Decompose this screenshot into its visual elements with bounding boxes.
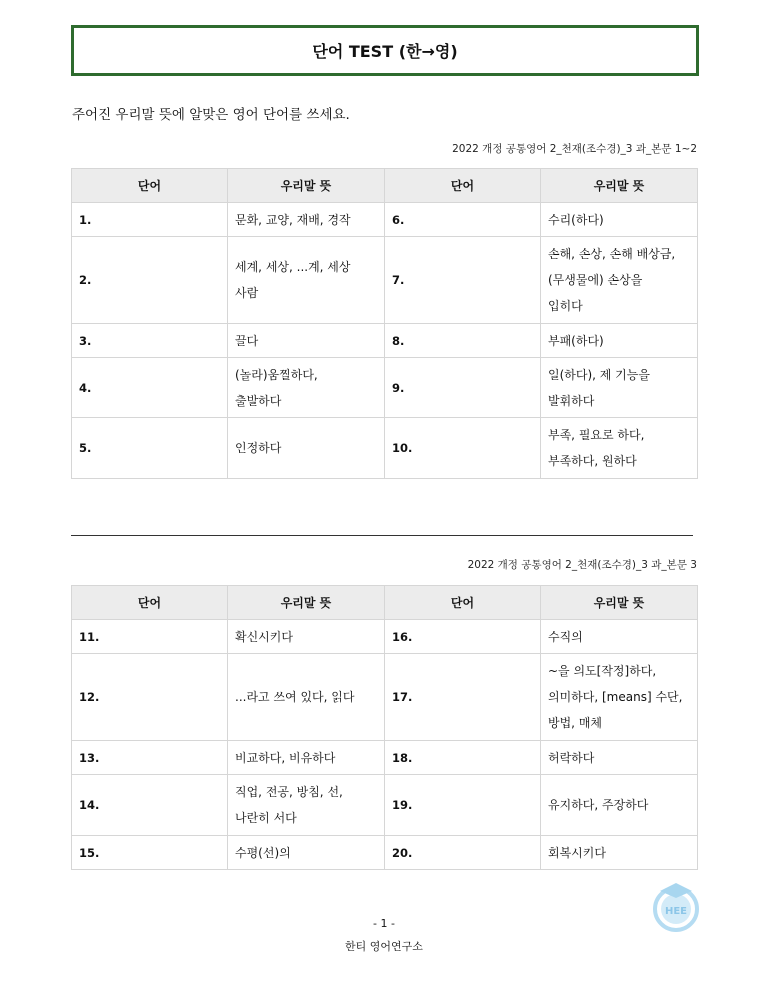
item-meaning: 회복시키다: [541, 836, 698, 870]
header-word: 단어: [385, 586, 541, 620]
table-row: [72, 418, 698, 479]
vocab-table-1: [71, 168, 698, 479]
item-number: 6.: [385, 203, 541, 237]
item-meaning: 인정하다: [228, 418, 385, 479]
item-number: 17.: [385, 654, 541, 741]
header-word: 단어: [72, 586, 228, 620]
header-meaning: 우리말 뜻: [228, 169, 385, 203]
table-row: [72, 324, 698, 358]
item-meaning: 직업, 전공, 방침, 선, 나란히 서다: [228, 775, 385, 836]
header-word: 단어: [72, 169, 228, 203]
header-meaning: 우리말 뜻: [541, 586, 698, 620]
header-meaning: 우리말 뜻: [228, 586, 385, 620]
section-divider: [71, 535, 693, 536]
vocab-table-2: [71, 585, 698, 870]
title-box: [71, 25, 699, 76]
table-row: [72, 203, 698, 237]
item-number: 13.: [72, 741, 228, 775]
item-number: 9.: [385, 358, 541, 418]
item-number: 20.: [385, 836, 541, 870]
item-meaning: 유지하다, 주장하다: [541, 775, 698, 836]
item-meaning: ...라고 쓰여 있다, 읽다: [228, 654, 385, 741]
table-row: [72, 836, 698, 870]
item-number: 10.: [385, 418, 541, 479]
item-number: 1.: [72, 203, 228, 237]
instruction-text: 주어진 우리말 뜻에 알맞은 영어 단어를 쓰세요.: [72, 107, 350, 123]
item-number: 11.: [72, 620, 228, 654]
table-row: [72, 654, 698, 741]
header-meaning: 우리말 뜻: [541, 169, 698, 203]
item-number: 7.: [385, 237, 541, 324]
item-meaning: 문화, 교양, 재배, 경작: [228, 203, 385, 237]
item-number: 16.: [385, 620, 541, 654]
item-number: 5.: [72, 418, 228, 479]
item-meaning: 손해, 손상, 손해 배상금, (무생물에) 손상을 입히다: [541, 237, 698, 324]
item-meaning: 확신시키다: [228, 620, 385, 654]
table-header-row: [72, 169, 698, 203]
item-meaning: 수직의: [541, 620, 698, 654]
item-meaning: 비교하다, 비유하다: [228, 741, 385, 775]
logo-text: HEE: [664, 906, 688, 917]
graduation-cap-icon: [660, 883, 692, 898]
item-meaning: 세계, 세상, ...계, 세상 사람: [228, 237, 385, 324]
item-number: 18.: [385, 741, 541, 775]
item-number: 2.: [72, 237, 228, 324]
table-row: [72, 620, 698, 654]
item-number: 12.: [72, 654, 228, 741]
item-number: 15.: [72, 836, 228, 870]
item-meaning: ~을 의도[작정]하다, 의미하다, [means] 수단, 방법, 매체: [541, 654, 698, 741]
table-row: [72, 775, 698, 836]
page-title: 단어 TEST (한→영): [312, 42, 458, 61]
page-number: - 1 -: [373, 917, 395, 930]
item-meaning: 부패(하다): [541, 324, 698, 358]
table-header-row: [72, 586, 698, 620]
item-number: 19.: [385, 775, 541, 836]
item-number: 8.: [385, 324, 541, 358]
source-label-1: 2022 개정 공통영어 2_천재(조수경)_3 과_본문 1~2: [452, 143, 697, 155]
source-label-2: 2022 개정 공통영어 2_천재(조수경)_3 과_본문 3: [467, 559, 697, 571]
item-number: 3.: [72, 324, 228, 358]
table-row: [72, 741, 698, 775]
item-meaning: 일(하다), 제 기능을 발휘하다: [541, 358, 698, 418]
item-meaning: 허락하다: [541, 741, 698, 775]
item-meaning: 수리(하다): [541, 203, 698, 237]
item-number: 14.: [72, 775, 228, 836]
table-row: [72, 237, 698, 324]
item-meaning: (놀라)움찔하다, 출발하다: [228, 358, 385, 418]
header-word: 단어: [385, 169, 541, 203]
table-row: [72, 358, 698, 418]
item-number: 4.: [72, 358, 228, 418]
item-meaning: 부족, 필요로 하다, 부족하다, 원하다: [541, 418, 698, 479]
item-meaning: 끌다: [228, 324, 385, 358]
footer-text: 한티 영어연구소: [345, 940, 423, 953]
item-meaning: 수평(선)의: [228, 836, 385, 870]
